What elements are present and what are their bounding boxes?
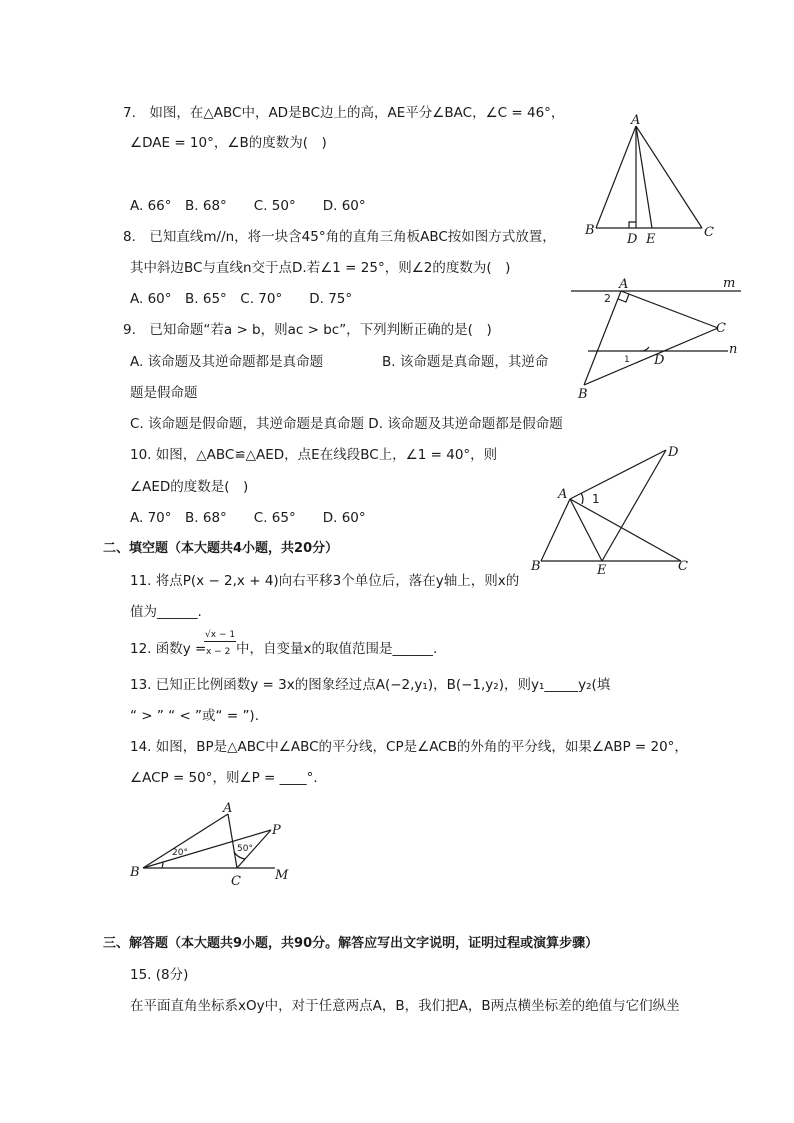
q10-label-A: A [558,487,568,502]
q8-side-AC [621,291,718,328]
q10-figure [526,440,696,580]
q14-label-angle-20: 20° [172,848,188,858]
q14-side-BA [143,814,228,868]
q7-line1: 7. 如图，在△ABC中，AD是BC边上的高，AE平分∠BAC，∠C = 46°， [123,105,565,121]
q12-prefix: 12. 函数y = [130,641,207,657]
q10-label-C: C [678,559,688,574]
q7-side-AB [596,126,636,228]
q10-line2: ∠AED的度数是( ) [130,479,249,495]
q7-figure [580,112,730,247]
q8-label-n: n [729,342,738,357]
q12-suffix: 中，自变量x的取值范围是______. [236,641,438,657]
q10-angle-1-arc [581,493,583,504]
q10-label-B: B [531,559,541,574]
q10-line1: 10. 如图，△ABC≌△AED，点E在线段BC上，∠1 = 40°，则 [130,447,498,463]
q10-options: A. 70° B. 68° C. 65° D. 60° [130,510,366,526]
q14-label-M: M [275,868,289,883]
q8-label-angle-1: 1 [624,355,630,365]
q14-label-C: C [231,874,241,889]
section-2-heading: 二、填空题（本大题共4小题，共20分） [103,541,339,556]
q8-label-D: D [654,353,665,368]
q10-side-AB [541,499,570,561]
q7-label-A: A [631,113,641,128]
q7-label-C: C [704,225,714,240]
q10-label-E: E [597,563,607,578]
q8-label-angle-2: 2 [604,292,611,305]
q8-line2: 其中斜边BC与直线n交于点D.若∠1 = 25°，则∠2的度数为( ) [130,260,511,276]
q9-option-A: A. 该命题及其逆命题都是真命题 [130,354,324,370]
q7-label-E: E [646,232,656,247]
q10-label-angle-1: 1 [592,492,600,506]
q12-fraction-denominator: x − 2 [206,647,231,657]
q9-option-B: B. 该命题是真命题，其逆命 [382,354,549,370]
q13-line1: 13. 已知正比例函数y = 3x的图象经过点A(−2,y₁)，B(−1,y₂)，则y₁_____y₂(填 [130,677,611,693]
q15-line1: 在平面直角坐标系xOy中，对于任意两点A，B，我们把A，B两点横坐标差的绝值与它们纵坐 [130,998,680,1014]
q7-right-angle-mark [629,222,636,228]
q9-line1: 9. 已知命题“若a > b，则ac > bc”，下列判断正确的是( ) [123,322,492,338]
q14-label-A: A [223,801,233,816]
q13-line2: “ > ” “ < ”或“ = ”). [130,708,259,724]
q8-side-AB [584,291,621,385]
q7-options: A. 66° B. 68° C. 50° D. 60° [130,198,366,214]
q8-figure [566,272,746,402]
q10-label-D: D [668,445,679,460]
section-3-heading: 三、解答题（本大题共9小题，共90分。解答应写出文字说明，证明过程或演算步骤） [103,936,599,951]
q11-line2: 值为______. [130,604,202,620]
q8-label-C: C [716,321,726,336]
q11-line1: 11. 将点P(x − 2,x + 4)向右平移3个单位后，落在y轴上，则x的 [130,573,520,589]
q9-options-CD: C. 该命题是假命题，其逆命题是真命题 D. 该命题及其逆命题都是假命题 [130,416,563,432]
q8-hypotenuse-BC [584,328,718,385]
q14-label-B: B [130,865,140,880]
q9-option-B-cont: 题是假命题 [130,385,198,401]
q8-label-B: B [578,387,588,402]
q7-line2: ∠DAE = 10°，∠B的度数为( ) [130,135,327,151]
q14-figure [125,796,305,891]
q8-line1: 8. 已知直线m//n，将一块含45°角的直角三角板ABC按如图方式放置， [123,229,556,245]
q8-label-m: m [723,276,736,291]
q12-fraction-numerator: √x − 1 [205,630,236,640]
q14-line2: ∠ACP = 50°，则∠P = ____°. [130,770,318,786]
q15-score: 15. (8分) [130,967,189,983]
q8-options: A. 60° B. 65° C. 70° D. 75° [130,291,353,307]
q14-line1: 14. 如图，BP是△ABC中∠ABC的平分线，CP是∠ACB的外角的平分线，如果∠ABP = 20°， [130,739,688,755]
q7-bisector-AE [636,126,652,228]
q14-label-P: P [272,823,281,838]
q8-label-A: A [619,277,629,292]
q7-label-B: B [585,223,595,238]
q14-label-angle-50: 50° [237,844,253,854]
q7-label-D: D [627,232,638,247]
q7-side-AC [636,126,702,228]
